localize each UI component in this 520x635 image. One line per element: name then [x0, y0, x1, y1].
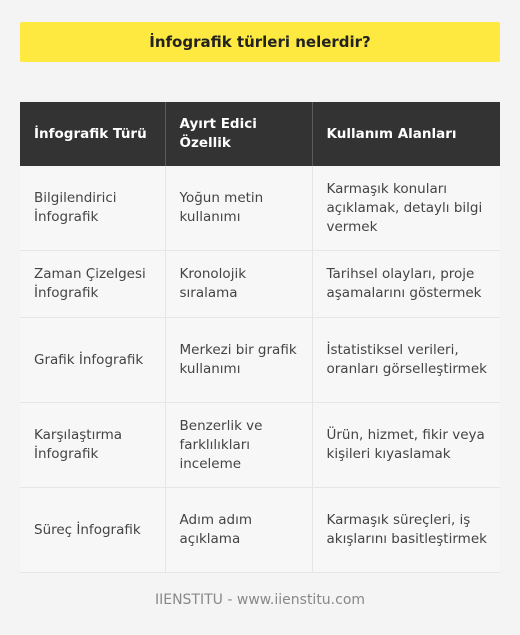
cell-usage: Ürün, hizmet, fikir veya kişileri kıyaslamak [312, 403, 500, 488]
cell-feature: Adım adım açıklama [165, 488, 312, 573]
table-header-row [20, 102, 500, 166]
table-row [20, 403, 500, 488]
infographic-types-table [20, 102, 500, 573]
cell-type: Süreç İnfografik [20, 488, 165, 573]
cell-usage: İstatistiksel verileri, oranları görselleştirmek [312, 318, 500, 403]
cell-type: Bilgilendirici İnfografik [20, 166, 165, 251]
table-row [20, 166, 500, 251]
footer-credit: IIENSTITU - www.iienstitu.com [154, 592, 366, 608]
cell-type: Zaman Çizelgesi İnfografik [20, 251, 165, 318]
cell-type: Grafik İnfografik [20, 318, 165, 403]
cell-type: Karşılaştırma İnfografik [20, 403, 165, 488]
page-title: İnfografik türleri nelerdir? [20, 22, 500, 62]
cell-usage: Tarihsel olayları, proje aşamalarını göstermek [312, 251, 500, 318]
table-row [20, 318, 500, 403]
cell-usage: Karmaşık süreçleri, iş akışlarını basitleştirmek [312, 488, 500, 573]
cell-feature: Kronolojik sıralama [165, 251, 312, 318]
column-header-type: İnfografik Türü [20, 102, 165, 166]
column-header-feature: Ayırt Edici Özellik [165, 102, 312, 166]
table-row [20, 251, 500, 318]
cell-feature: Merkezi bir grafik kullanımı [165, 318, 312, 403]
table-row [20, 488, 500, 573]
column-header-usage: Kullanım Alanları [312, 102, 500, 166]
cell-feature: Benzerlik ve farklılıkları inceleme [165, 403, 312, 488]
cell-usage: Karmaşık konuları açıklamak, detaylı bilgi vermek [312, 166, 500, 251]
cell-feature: Yoğun metin kullanımı [165, 166, 312, 251]
